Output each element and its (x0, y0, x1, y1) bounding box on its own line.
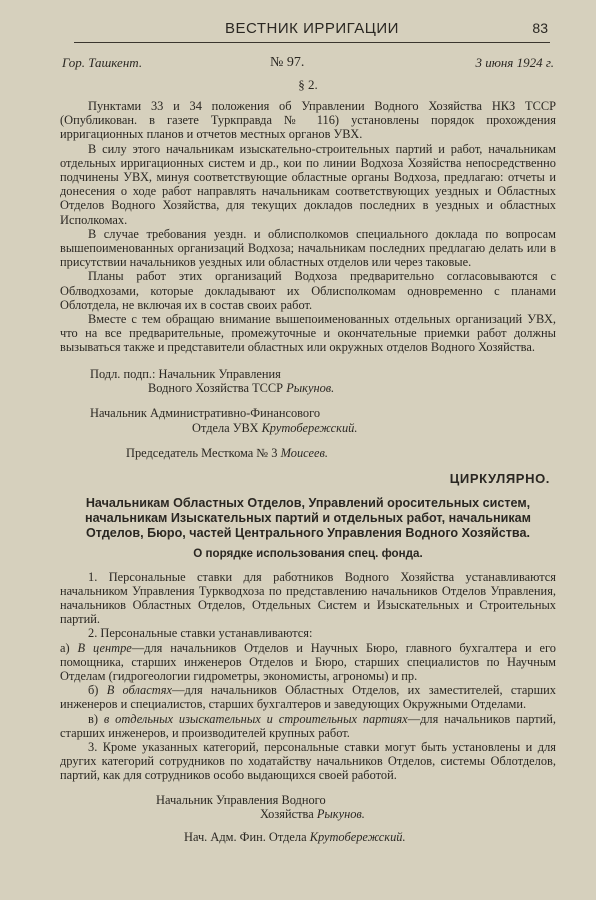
item-text: —для начальников Отделов и Научных Бюро, главного бухгалтера и его помощника, старших инженеров Отделов и Бюро, старших специалистов по Научным Отделам (гидрогеологии гидрометры, экономисты, агрономы) и пр. (60, 640, 556, 684)
signature-name: Рыкунов. (286, 381, 335, 396)
item-prefix: б) (88, 683, 99, 698)
item-text: —для начальников партий, старших инженеров, и производителей крупных работ. (60, 711, 557, 740)
circular-heading: Начальникам Областных Отделов, Управлений оросительных систем, начальникам Изыскательных партий и отдельных работ, начальникам Отделов, Бюро, частей Центрального Управления Водного Хозяйства. (85, 495, 531, 540)
signature-line: Начальник Административно-Финансового (90, 406, 321, 421)
item-prefix: а) (60, 640, 70, 655)
order-signature-head (60, 367, 556, 397)
signature-name: Моисеев. (280, 445, 328, 460)
circular-signature-admin (60, 830, 556, 845)
running-header (74, 14, 550, 43)
order-signature-mestkom (60, 446, 556, 461)
order-paragraph: В случае требования уездн. и облисполкомов специального доклада по вопросам вышепоименованных организаций Водхоза; начальникам последних предлагаю делать или в присутствии начальников уездных или областных отделов или через таковые. (60, 226, 556, 270)
order-paragraph: Пунктами 33 и 34 положения об Управлении Водного Хозяйства НКЗ ТССР (Опубликован. в газете Туркправда № 116) установлены порядок прохождения ирригационных планов и отчетов местных органов УВХ. (60, 99, 556, 142)
signature-title: Водного Хозяйства ТССР (148, 381, 284, 396)
section-mark: § 2. (298, 77, 318, 92)
item-prefix: в) (88, 711, 98, 726)
signature-line (60, 807, 556, 822)
circular-paragraph: 3. Кроме указанных категорий, персональные ставки могут быть установлены и для других категорий сотрудников по ходатайству начальников Отделов, системы Облотделов, партий, как для сотрудников особо выдающихся своей работой. (60, 740, 556, 783)
order-paragraph: В силу этого начальникам изыскательно-строительных партий и работ, начальникам отдельных ирригационных систем и др., кои по линии Водхоза Хозяйства непосредственно подчинены УВХ, минуя соответствующие областные органы Водхоза, предлагаю: отчеты и донесения о ходе работ направлять начальникам соответствующих уездных и Областных Отделов Водного Хозяйства, для текущих докладов последних в уездных и областных Исполкомах. (60, 141, 556, 227)
signature-line (60, 381, 556, 396)
signature-title: Председатель Месткома № 3 (126, 445, 278, 460)
circular-body (60, 570, 556, 783)
order-paragraph: Планы работ этих организаций Водхоза предварительно согласовываются с Облводхозами, которые докладывают их Облисполкомам одновременно с планами Облотдела, не включая их в состав своих работ. (60, 269, 556, 312)
order-paragraph: Вместе с тем обращаю внимание вышепоименованных отдельных организаций УВХ, что на все предварительные, промежуточные и окончательные приемки работ должны вызываться также и представители областных или окружных отделов Водного Хозяйства. (60, 312, 556, 355)
order-signature-admin (60, 406, 556, 436)
signature-line: Начальник Управления Водного (156, 792, 326, 807)
journal-title: ВЕСТНИК ИРРИГАЦИИ (225, 20, 399, 37)
signature-name: Крутобережский. (261, 421, 358, 436)
circular-paragraph: 1. Персональные ставки для работников Водного Хозяйства устанавливаются начальником Управления Туркводхоза по представлению начальников Отделов Управления, начальников Областных Отделов, Отдельных Систем и Изыскательных и Строительных партий. (60, 569, 556, 627)
item-emphasis: в отдельных изыскательных и строительных партиях (103, 711, 408, 726)
circular-subheading: О порядке использования спец. фонда. (193, 546, 423, 560)
order-city: Гор. Ташкент. (62, 55, 143, 70)
item-emphasis: В центре (77, 640, 132, 655)
item-text: —для начальников Областных Отделов, их заместителей, старших инженеров и специалистов, старших бухгалтеров и заведующих Окружными Отделами. (60, 683, 556, 712)
signature-title: Отдела УВХ (192, 421, 259, 436)
order-body (60, 99, 556, 355)
signature-line: Подл. подп.: Начальник Управления (90, 366, 281, 381)
circular-paragraph: 2. Персональные ставки устанавливаются: (88, 626, 313, 641)
order-number: № 97. (270, 55, 305, 70)
circular-item-a (60, 641, 556, 684)
signature-name: Крутобережский. (309, 830, 406, 845)
page-number: 83 (532, 20, 548, 36)
circular-item-c (60, 712, 556, 740)
signature-title: Хозяйства (260, 807, 314, 822)
signature-title: Нач. Адм. Фин. Отдела (184, 830, 307, 845)
item-emphasis: В областях (106, 683, 173, 698)
circular-signature-head (60, 793, 556, 823)
order-date: 3 июня 1924 г. (475, 55, 554, 70)
signature-name: Рыкунов. (316, 807, 365, 822)
signature-line (60, 421, 556, 436)
circular-label: ЦИРКУЛЯРНО. (449, 470, 550, 486)
order-place-line (60, 55, 556, 75)
circular-item-b (60, 683, 556, 711)
